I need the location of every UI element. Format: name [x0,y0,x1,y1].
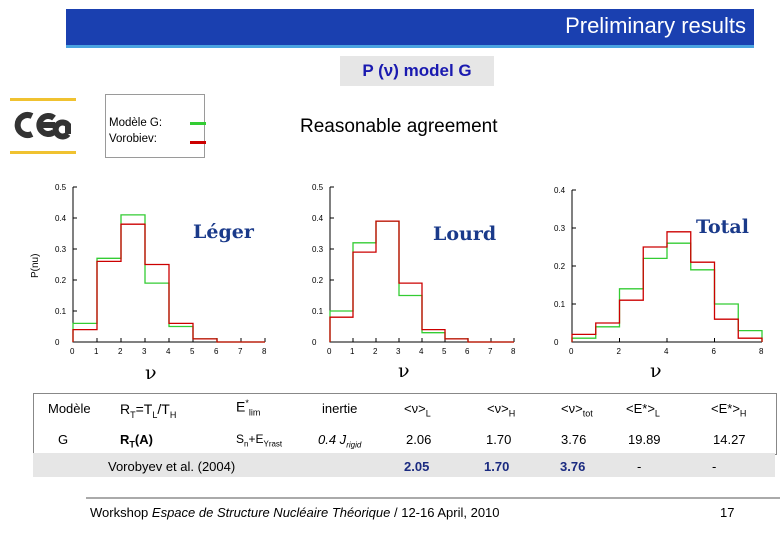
y-tick-label: 0.5 [312,183,324,192]
cell-nu-l: 2.06 [406,432,432,447]
x-tick-label: 1 [94,347,99,356]
x-tick-label: 8 [759,347,764,356]
x-tick-label: 5 [442,347,447,356]
y-tick-label: 0.1 [312,307,324,316]
y-tick-label: 0.3 [312,245,324,254]
x-tick-label: 6 [711,347,716,356]
banner-underline [66,45,754,48]
cell-e-h: 14.27 [713,432,746,447]
legend-label-vorobiev: Vorobiev: [109,133,157,145]
y-tick-label: 0.1 [554,300,566,309]
histogram-panels [0,175,780,385]
x-axis-nu-total: ν [650,360,662,382]
cell-rt: $R_T(A)$ [120,432,153,450]
x-tick-label: 8 [262,347,267,356]
x-tick-label: 8 [511,347,516,356]
x-tick-label: 1 [350,347,355,356]
header-e-h: $<E*>_H$ [711,401,747,419]
header-rt: $R_T=T_L/T_H$ [120,401,177,420]
y-tick-label: 0 [554,338,559,347]
x-tick-label: 6 [465,347,470,356]
x-tick-label: 3 [142,347,147,356]
chart-title-total: Total [696,216,749,238]
header-nu-tot: $<\nu>_{tot}$ [561,401,593,419]
cell-e-l: 19.89 [628,432,661,447]
y-tick-label: 0.5 [55,183,67,192]
legend [105,94,205,158]
y-tick-label: 0.2 [55,276,67,285]
legend-label-model-g: Modèle G: [109,117,163,129]
x-tick-label: 2 [118,347,123,356]
footer-prefix: Workshop [90,505,152,520]
y-axis-label: P(nu) [30,253,41,278]
header-elim: $E^*_{lim}$ [236,398,261,418]
page-number: 17 [720,505,735,520]
x-tick-label: 3 [396,347,401,356]
x-tick-label: 0 [70,347,75,356]
y-tick-label: 0.1 [55,307,67,316]
x-axis-nu-lourd: ν [398,360,410,382]
cell-vor-nu-l: 2.05 [404,459,430,474]
header-nu-h: $<\nu>_H$ [487,401,516,419]
cell-elim: $S_n+E_{Yrast}$ [236,432,283,449]
y-tick-label: 0.2 [312,276,324,285]
y-tick-label: 0.4 [312,214,324,223]
footer-date: / 12-16 April, 2010 [390,505,500,520]
y-tick-label: 0.4 [55,214,67,223]
footer-workshop-name: Espace de Structure Nucléaire Théorique [151,505,391,520]
footer-text [90,505,500,520]
header-modele: Modèle [48,401,91,416]
slide-subtitle: P (ν) model G [362,61,472,80]
header-e-l: $<E*>_L$ [626,401,660,419]
header-nu-l: $<\nu>_L$ [404,401,431,419]
x-tick-label: 0 [569,347,574,356]
header-inertie: inertie [322,401,358,416]
cell-vor-e-h: - [712,459,717,474]
y-tick-label: 0.2 [554,262,566,271]
x-tick-label: 2 [373,347,378,356]
chart-total [554,186,764,356]
x-tick-label: 4 [664,347,669,356]
y-tick-label: 0 [312,338,317,347]
series-line-model-g [572,243,762,342]
x-tick-label: 7 [488,347,493,356]
chart-lourd [312,183,516,356]
cell-vorobyev-label: Vorobyev et al. (2004) [108,459,236,474]
x-axis-nu-leger: ν [145,362,157,384]
y-tick-label: 0.3 [554,224,566,233]
y-tick-label: 0.4 [554,186,566,195]
legend-swatch-vorobiev [190,141,206,144]
x-tick-label: 4 [166,347,171,356]
cea-logo [10,96,80,156]
x-tick-label: 5 [190,347,195,356]
x-tick-label: 7 [238,347,243,356]
chart-leger [55,183,267,356]
y-tick-label: 0.3 [55,245,67,254]
y-tick-label: 0 [55,338,60,347]
cell-vor-nu-h: 1.70 [484,459,510,474]
cell-inertie: 0.4 $J_{rigid}$ [318,432,362,450]
chart-title-leger: Léger [193,221,254,243]
chart-title-lourd: Lourd [433,223,497,245]
cell-nu-h: 1.70 [486,432,512,447]
cell-vor-nu-tot: 3.76 [560,459,586,474]
x-tick-label: 2 [616,347,621,356]
x-tick-label: 6 [214,347,219,356]
cell-vor-e-l: - [637,459,642,474]
cell-model-g: G [58,432,69,447]
x-tick-label: 0 [327,347,332,356]
footer-divider [86,497,780,499]
legend-swatch-model-g [190,122,206,125]
slide-title: Preliminary results [565,13,746,38]
cell-nu-tot: 3.76 [561,432,587,447]
x-tick-label: 4 [419,347,424,356]
agreement-text: Reasonable agreement [300,116,498,137]
